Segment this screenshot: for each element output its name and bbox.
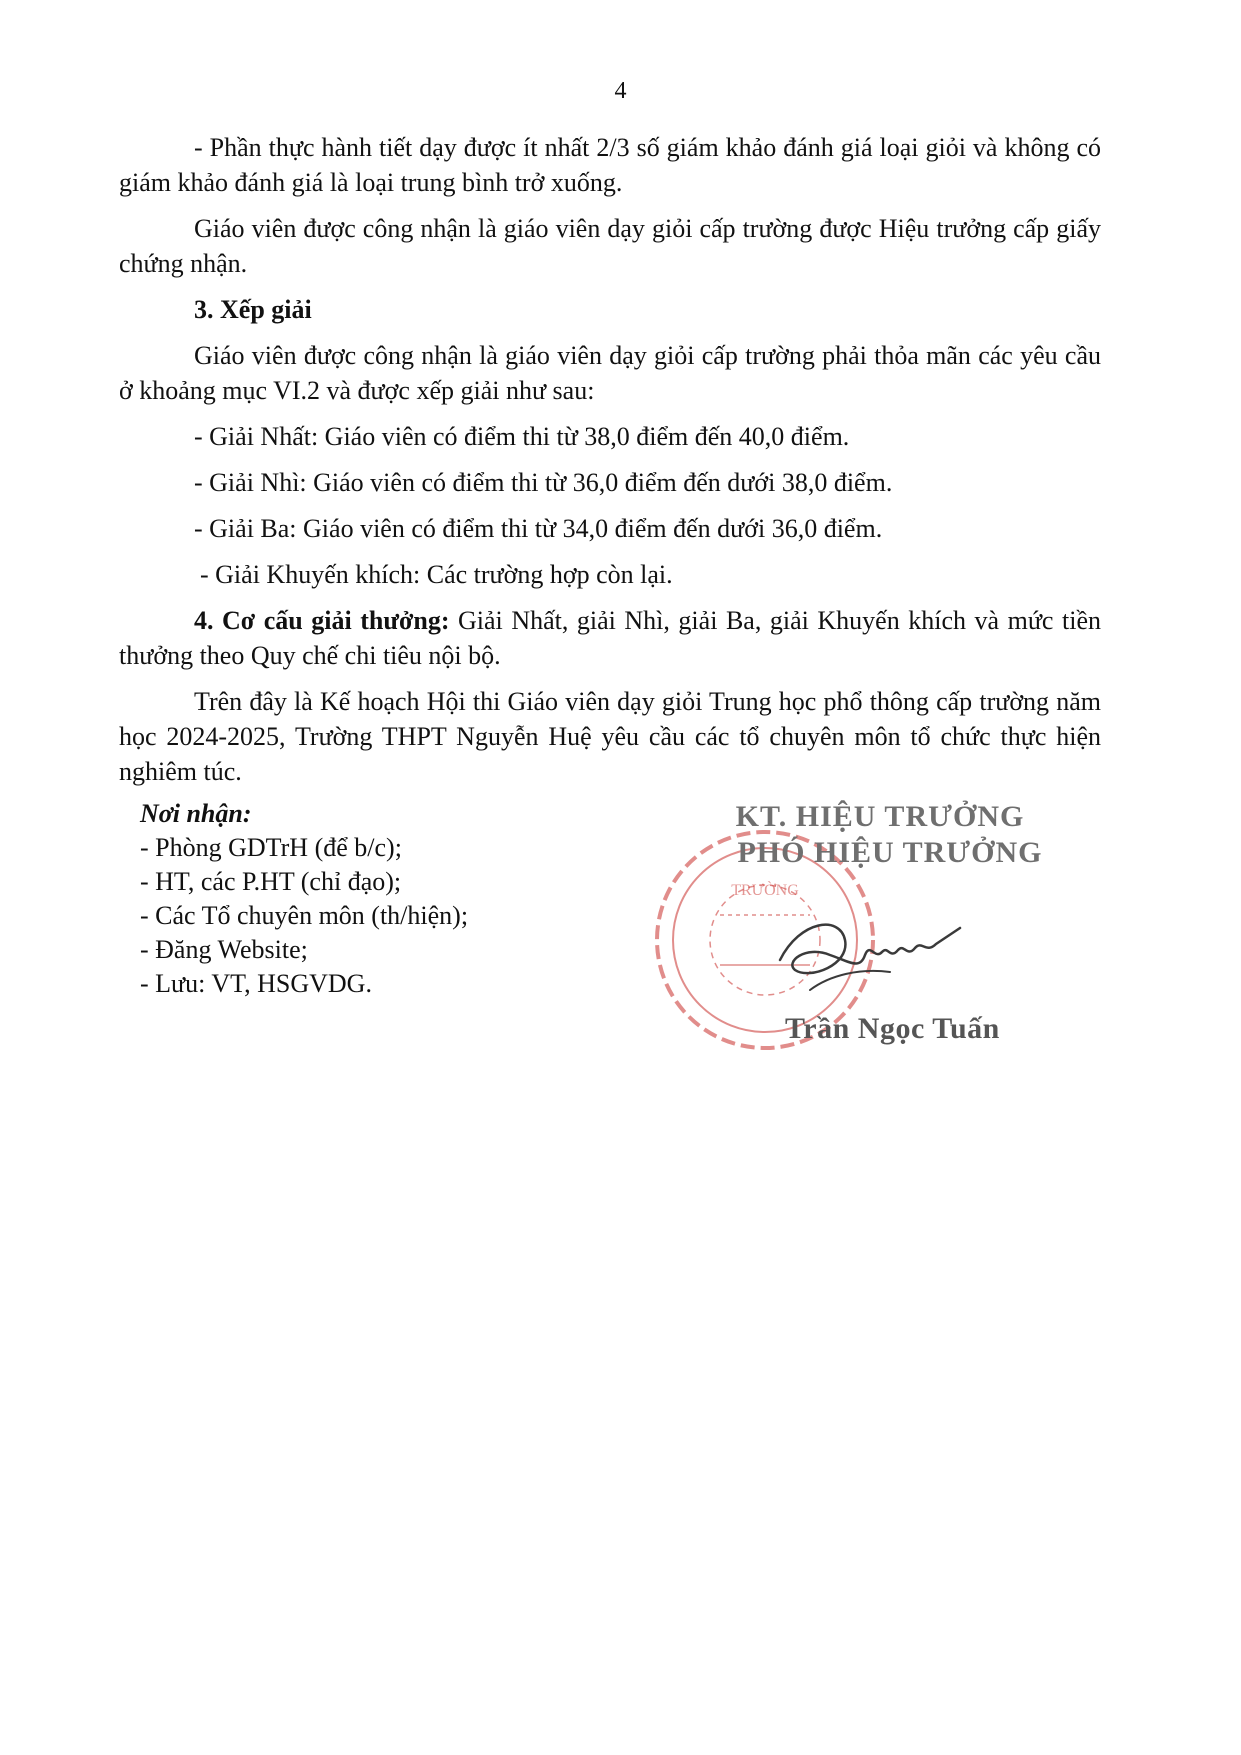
signature-block	[640, 800, 1100, 1060]
practice-requirement-paragraph: - Phần thực hành tiết dạy được ít nhất 2/3 số giám khảo đánh giá loại giỏi và không có giám khảo đánh giá là loại trung bình trở xuống.	[119, 133, 1101, 197]
recipient-item: - Đăng Website;	[140, 935, 308, 964]
certificate-paragraph: Giáo viên được công nhận là giáo viên dạy giỏi cấp trường được Hiệu trưởng cấp giấy chứng nhận.	[119, 214, 1101, 278]
recipients-list	[140, 831, 468, 1001]
recipients-block	[140, 797, 468, 1001]
signer-title-1: KT. HIỆU TRƯỞNG	[735, 800, 1025, 833]
section-3-heading: 3. Xếp giải	[194, 295, 312, 324]
document-body	[119, 130, 1101, 800]
section-4-label: 4. Cơ cấu giải thưởng:	[194, 606, 450, 635]
handwritten-signature	[770, 900, 970, 1010]
prize-third-item: - Giải Ba: Giáo viên có điểm thi từ 34,0 điểm đến dưới 36,0 điểm.	[194, 514, 883, 543]
page-number: 4	[614, 78, 627, 104]
recipients-title: Nơi nhận:	[140, 799, 252, 828]
recipient-item: - Phòng GDTrH (để b/c);	[140, 833, 402, 862]
recipient-item: - Các Tổ chuyên môn (th/hiện);	[140, 901, 469, 930]
closing-paragraph: Trên đây là Kế hoạch Hội thi Giáo viên dạy giỏi Trung học phổ thông cấp trường năm học 2024-2025, Trường THPT Nguyễn Huệ yêu cầu các tổ chuyên môn tổ chức thực hiện nghiêm túc.	[119, 687, 1101, 786]
recipient-item: - Lưu: VT, HSGVDG.	[140, 969, 372, 998]
signer-title-2: PHÓ HIỆU TRƯỞNG	[737, 836, 1043, 869]
prize-first-item: - Giải Nhất: Giáo viên có điểm thi từ 38,0 điểm đến 40,0 điểm.	[194, 422, 850, 451]
ranking-intro-paragraph: Giáo viên được công nhận là giáo viên dạy giỏi cấp trường phải thỏa mãn các yêu cầu ở khoảng mục VI.2 và được xếp giải như sau:	[119, 341, 1101, 405]
section-4-paragraph	[119, 603, 1101, 673]
prize-second-item: - Giải Nhì: Giáo viên có điểm thi từ 36,0 điểm đến dưới 38,0 điểm.	[194, 468, 893, 497]
stamp-text: TRƯỜNG	[731, 882, 799, 899]
prize-encouragement-item: - Giải Khuyến khích: Các trường hợp còn lại.	[200, 560, 673, 589]
section-4-text: Giải Nhất, giải Nhì, giải Ba, giải Khuyến khích và mức tiền thưởng theo Quy chế chi tiêu nội bộ.	[119, 606, 1101, 670]
signer-name: Trần Ngọc Tuấn	[785, 1012, 1000, 1045]
recipient-item: - HT, các P.HT (chỉ đạo);	[140, 867, 402, 896]
